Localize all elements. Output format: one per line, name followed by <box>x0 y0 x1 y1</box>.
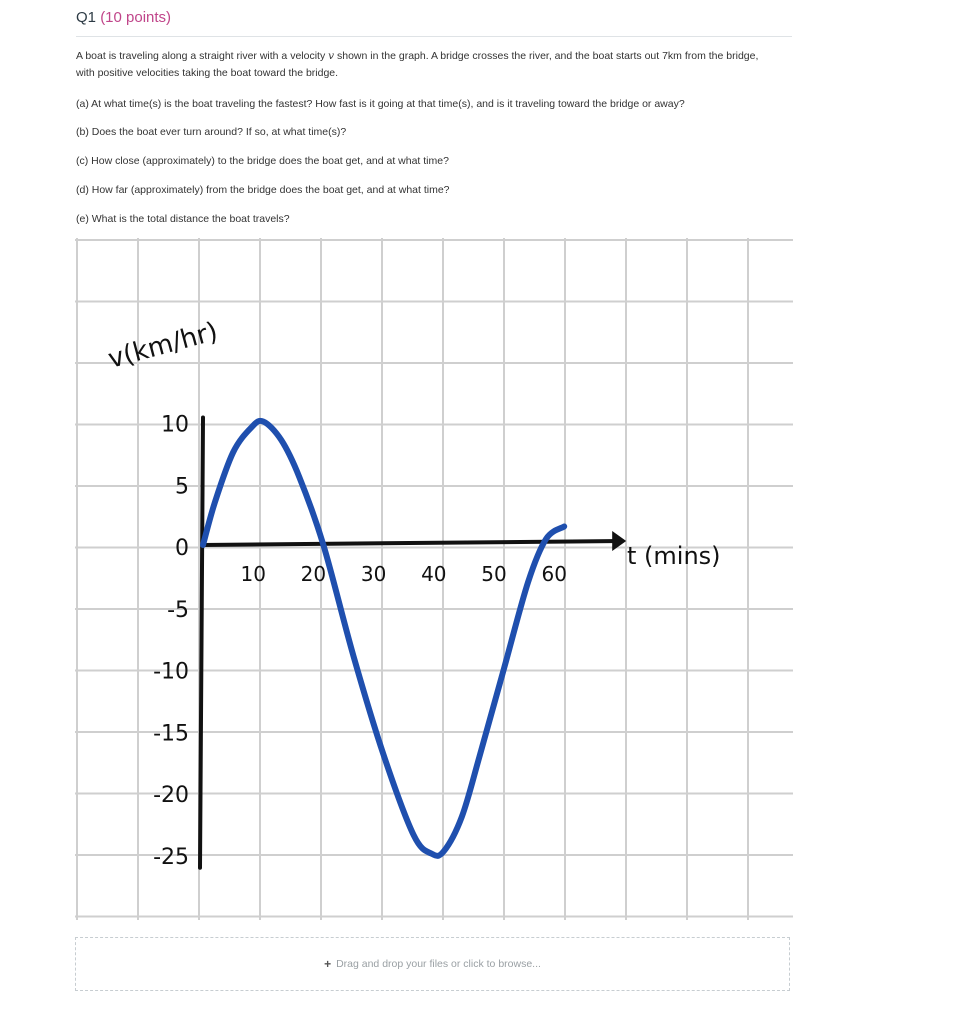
y-tick-label: 0 <box>175 536 189 561</box>
x-tick-label: 30 <box>360 562 387 586</box>
question-intro <box>76 48 776 82</box>
y-tick-label: -10 <box>153 659 189 685</box>
y-tick-label: -5 <box>167 597 189 623</box>
part-e: (e) What is the total distance the boat travels? <box>76 213 290 225</box>
data-point <box>431 853 432 854</box>
data-point <box>299 477 300 478</box>
y-tick-label: -20 <box>153 783 189 808</box>
data-point <box>215 501 216 502</box>
part-b: (b) Does the boat ever turn around? If so, at what time(s)? <box>76 126 347 138</box>
data-point <box>281 440 282 441</box>
question-header <box>76 9 171 26</box>
y-tick-label: 5 <box>175 474 189 500</box>
x-tick-label: 60 <box>541 562 567 586</box>
data-point <box>546 538 547 539</box>
intro-after: shown in the graph. A bridge crosses the river, and the boat starts out 7km from the bridge, with positive velocities taking the boat toward the bridge. <box>76 50 759 79</box>
intro-before: A boat is traveling along a straight river with a velocity <box>76 50 329 62</box>
x-axis-label: t (mins) <box>627 542 721 570</box>
data-point <box>413 835 414 836</box>
x-tick-label: 20 <box>300 562 327 586</box>
y-tick-label: -15 <box>153 721 189 747</box>
x-tick-label: 40 <box>421 562 447 586</box>
data-point <box>251 427 252 428</box>
data-point <box>383 754 384 755</box>
x-axis-line <box>203 541 622 545</box>
header-divider <box>76 36 792 37</box>
data-point <box>461 816 462 817</box>
y-tick-label: -25 <box>153 844 189 870</box>
data-point <box>323 545 324 546</box>
data-point <box>528 582 529 583</box>
question-points: (10 points) <box>100 9 172 26</box>
y-axis-label: v(km/hr) <box>105 316 221 375</box>
part-c: (c) How close (approximately) to the bridge does the boat get, and at what time? <box>76 155 449 167</box>
data-point <box>564 526 565 527</box>
velocity-graph <box>75 238 793 922</box>
data-point <box>479 754 480 755</box>
question-number: Q1 <box>76 9 97 26</box>
file-upload-dropzone[interactable] <box>75 937 790 991</box>
data-point <box>263 421 264 422</box>
x-tick-label: 50 <box>481 562 507 586</box>
data-point <box>353 656 354 657</box>
data-point <box>504 668 505 669</box>
data-point <box>443 851 444 852</box>
part-d: (d) How far (approximately) from the bridge does the boat get, and at what time? <box>76 184 450 196</box>
velocity-symbol: v <box>328 50 335 62</box>
upload-label: Drag and drop your files or click to browse... <box>336 958 541 970</box>
plus-icon: + <box>324 957 332 971</box>
part-a: (a) At what time(s) is the boat traveling the fastest? How fast is it going at that time(s), and is it traveling toward the bridge or away? <box>76 98 685 110</box>
x-tick-label: 10 <box>240 562 266 586</box>
data-point <box>233 452 234 453</box>
data-point <box>203 545 204 546</box>
y-tick-label: 10 <box>161 412 189 438</box>
